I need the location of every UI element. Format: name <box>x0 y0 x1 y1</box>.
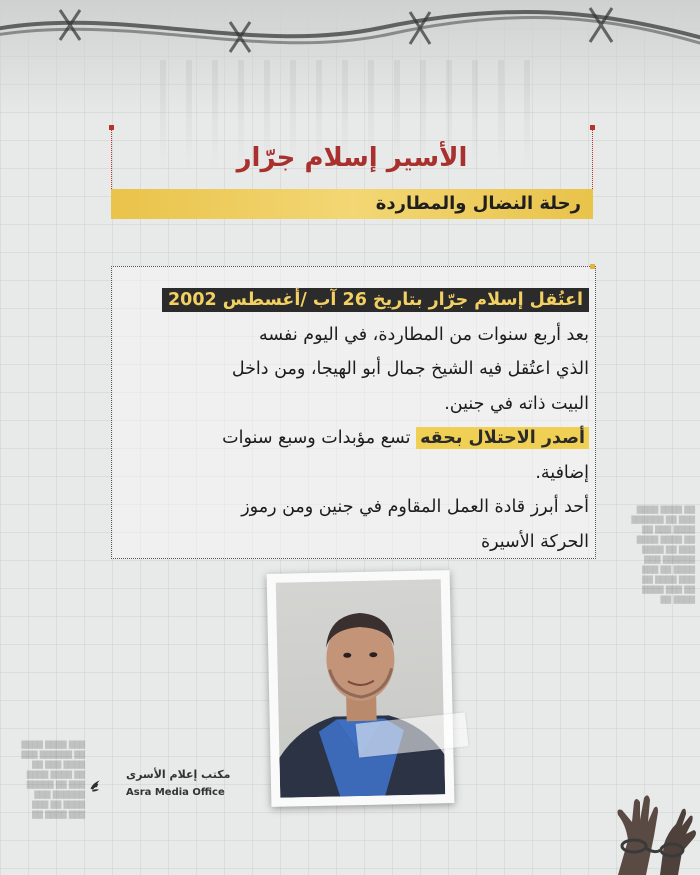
card-corner-dot <box>590 264 595 269</box>
page-subtitle: رحلة النضال والمطاردة <box>375 193 581 214</box>
sentence-highlight: أصدر الاحتلال بحقه <box>416 427 589 449</box>
card-line-8: الحركة الأسيرة <box>480 531 589 552</box>
card-line-2: بعد أربع سنوات من المطاردة، في اليوم نفسه <box>258 324 589 345</box>
card-line-3: الذي اعتُقل فيه الشيخ جمال أبو الهيجا، ومن داخل <box>231 359 589 379</box>
logo-english-text: Asra Media Office <box>126 787 225 798</box>
barbed-wire-decoration <box>0 0 700 80</box>
page-title: الأسير إسلام جرّار <box>236 143 468 173</box>
card-line-6: إضافية. <box>535 462 589 483</box>
portrait-image <box>276 579 445 797</box>
card-line-7: أحد أبرز قادة العمل المقاوم في جنين ومن رموز <box>241 497 589 517</box>
faded-document-right: ██ ████ ████ ███ ██ ██████ ████ ███ ██ ██ ████ ████ ███ ██ ████ ██████ ███ ████ ██ ███ ███ ████ ██ ██ ███ ████ ████ ██ <box>631 506 695 604</box>
logo-arabic-text: مكتب إعلام الأسرى <box>126 768 231 781</box>
card-line-4: البيت ذاته في جنين. <box>444 393 589 414</box>
chained-hands-icon <box>598 780 700 875</box>
card-body <box>119 283 589 559</box>
card-line-1 <box>119 283 589 318</box>
sentence-text: تسع مؤبدات وسبع سنوات <box>222 428 411 448</box>
asra-logo-icon <box>88 764 128 808</box>
faded-document-left: ███ ████ ████ ██ ██████ ███ ████ ███ ██ ██ ████ ████ ███ ██ █████ ██████ ███ ████ ██ ███ ███ ████ ██ <box>21 741 85 819</box>
prisoner-photo <box>267 570 455 807</box>
arrest-date-highlight: اعتُقل إسلام جرّار بتاريخ 26 آب /أغسطس 2002 <box>162 288 589 312</box>
card-line-5 <box>119 421 589 456</box>
